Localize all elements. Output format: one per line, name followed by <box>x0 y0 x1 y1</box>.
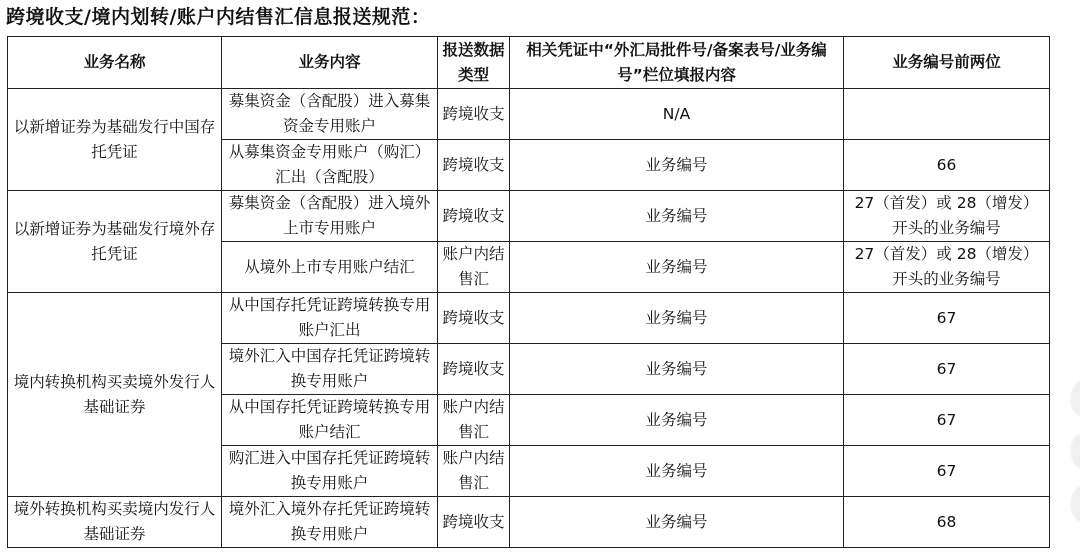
cell-business-content: 境外汇入中国存托凭证跨境转换专用账户 <box>222 344 438 395</box>
header-voucher-fill: 相关凭证中“外汇局批件号/备案表号/业务编号”栏位填报内容 <box>510 37 844 89</box>
header-number-prefix: 业务编号前两位 <box>844 37 1050 89</box>
side-handle[interactable] <box>1072 382 1080 416</box>
cell-voucher-fill: 业务编号 <box>510 140 844 191</box>
cell-number-prefix: 68 <box>844 497 1050 548</box>
cell-data-type: 跨境收支 <box>438 497 510 548</box>
cell-data-type: 跨境收支 <box>438 140 510 191</box>
cell-data-type: 跨境收支 <box>438 344 510 395</box>
cell-voucher-fill: 业务编号 <box>510 242 844 293</box>
header-business-name: 业务名称 <box>8 37 222 89</box>
cell-number-prefix: 67 <box>844 344 1050 395</box>
cell-voucher-fill: 业务编号 <box>510 497 844 548</box>
cell-business-content: 从募集资金专用账户（购汇）汇出（含配股） <box>222 140 438 191</box>
cell-data-type: 账户内结售汇 <box>438 395 510 446</box>
cell-business-content: 购汇进入中国存托凭证跨境转换专用账户 <box>222 446 438 497</box>
cell-voucher-fill: 业务编号 <box>510 191 844 242</box>
table-row <box>8 191 1050 242</box>
cell-number-prefix: 27（首发）或 28（增发）开头的业务编号 <box>844 191 1050 242</box>
cell-data-type: 跨境收支 <box>438 293 510 344</box>
cell-number-prefix <box>844 89 1050 140</box>
cell-voucher-fill: 业务编号 <box>510 446 844 497</box>
header-business-content: 业务内容 <box>222 37 438 89</box>
table-row <box>8 89 1050 140</box>
cell-business-name: 境内转换机构买卖境外发行人基础证券 <box>8 293 222 497</box>
header-data-type: 报送数据类型 <box>438 37 510 89</box>
cell-voucher-fill: N/A <box>510 89 844 140</box>
cell-data-type: 账户内结售汇 <box>438 446 510 497</box>
table-row <box>8 293 1050 344</box>
cell-data-type: 跨境收支 <box>438 191 510 242</box>
cell-business-name: 境外转换机构买卖境内发行人基础证券 <box>8 497 222 548</box>
cell-data-type: 跨境收支 <box>438 89 510 140</box>
cell-business-content: 募集资金（含配股）进入境外上市专用账户 <box>222 191 438 242</box>
cell-data-type: 账户内结售汇 <box>438 242 510 293</box>
cell-number-prefix: 67 <box>844 293 1050 344</box>
cell-number-prefix: 67 <box>844 446 1050 497</box>
cell-business-content: 从境外上市专用账户结汇 <box>222 242 438 293</box>
table-header-row <box>8 37 1050 89</box>
page-title: 跨境收支/境内划转/账户内结售汇信息报送规范： <box>6 6 431 28</box>
reporting-spec-table <box>7 36 1050 548</box>
cell-number-prefix: 66 <box>844 140 1050 191</box>
cell-voucher-fill: 业务编号 <box>510 344 844 395</box>
table-row <box>8 497 1050 548</box>
cell-business-content: 募集资金（含配股）进入募集资金专用账户 <box>222 89 438 140</box>
cell-voucher-fill: 业务编号 <box>510 293 844 344</box>
cell-business-name: 以新增证券为基础发行中国存托凭证 <box>8 89 222 191</box>
cell-business-content: 从中国存托凭证跨境转换专用账户结汇 <box>222 395 438 446</box>
cell-business-content: 境外汇入境外存托凭证跨境转换专用账户 <box>222 497 438 548</box>
cell-number-prefix: 67 <box>844 395 1050 446</box>
cell-business-name: 以新增证券为基础发行境外存托凭证 <box>8 191 222 293</box>
table-body <box>8 89 1050 548</box>
side-handle[interactable] <box>1072 434 1080 468</box>
cell-business-content: 从中国存托凭证跨境转换专用账户汇出 <box>222 293 438 344</box>
side-handle[interactable] <box>1072 487 1080 521</box>
cell-voucher-fill: 业务编号 <box>510 395 844 446</box>
cell-number-prefix: 27（首发）或 28（增发）开头的业务编号 <box>844 242 1050 293</box>
